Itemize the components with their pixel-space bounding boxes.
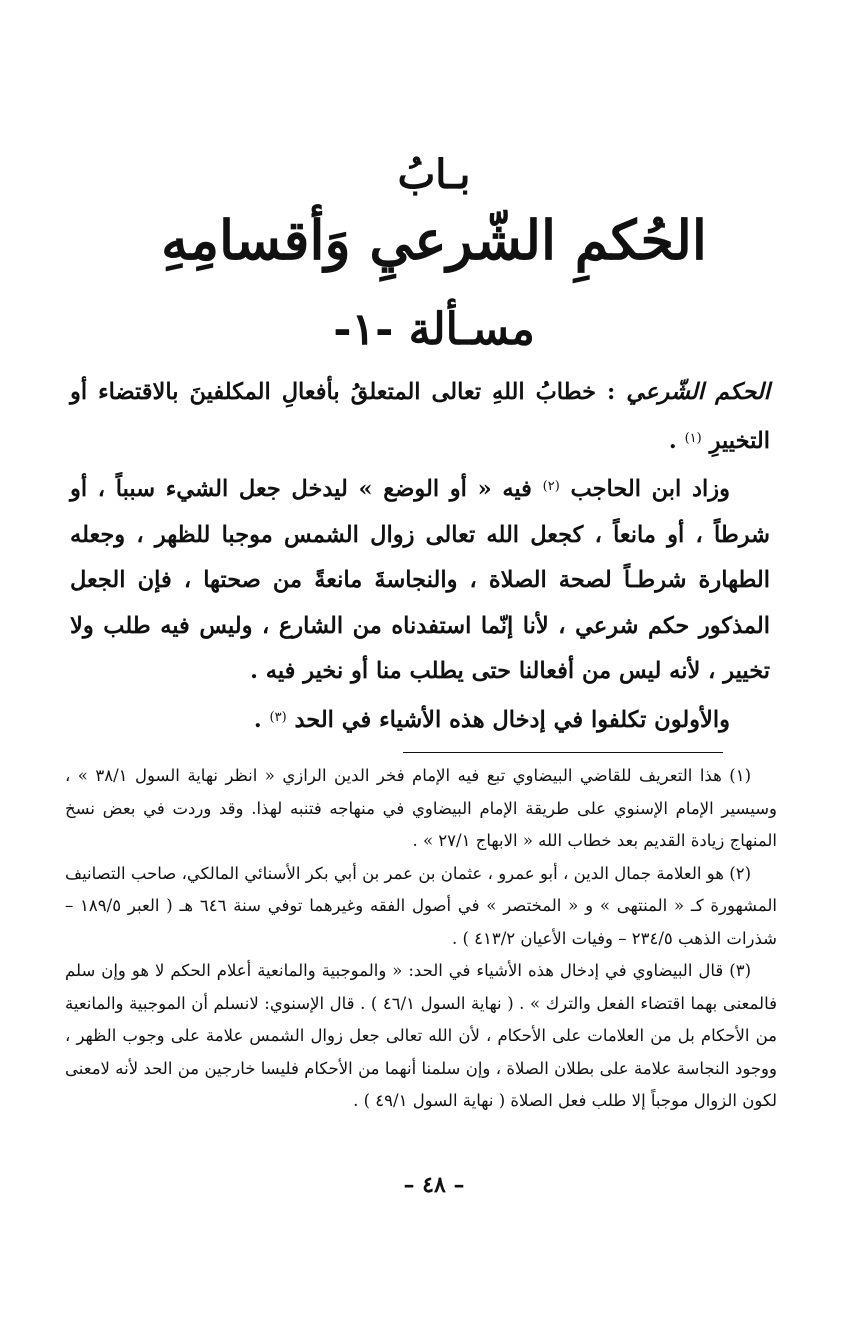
- footnotes: [65, 760, 777, 1118]
- footnote-ref-3: (٣): [269, 709, 287, 725]
- chapter-label: بـابُ: [397, 151, 471, 198]
- footnote-ref-1: (١): [684, 430, 702, 446]
- paragraph-ibn-hajib: [70, 464, 770, 695]
- definition-end: .: [668, 427, 677, 454]
- footnote-separator: [403, 752, 723, 753]
- awwalun-end: .: [253, 706, 262, 733]
- awwalun-text: والأولون تكلفوا في إدخال هذه الأشياء في الحد: [294, 706, 730, 733]
- ibn-hajib-text: فيه « أو الوضع » ليدخل جعل الشيء سبباً ، أو شرطاً ، أو مانعاً ، كجعل الله تعالى زوال الشمس موجبا للظهر ، وجعله الطهارة شرطـاً لصحة الصلاة ، والنجاسةَ مانعةً من صحتها ، فإن الجعل المذكور حكم شرعي ، لأنا إنّما استفدناه من الشارع ، وليس فيه طلب ولا تخيير ، لأنه ليس من أفعالنا حتى يطلب منا أو نخير فيه .: [70, 476, 770, 684]
- footnote-3: (٣) قال البيضاوي في إدخال هذه الأشياء في الحد: « والموجبية والمانعية أعلام الحكم لا هو وإن سلم فالمعنى بهما اقتضاء الفعل والترك » . ( نهاية السول ٤٦/١ ) . قال الإسنوي: لانسلم أن الموجبية والمانعية من الأحكام بل من العلامات على الأحكام ، لأن الله تعالى جعل زوال الشمس علامة على وجوب الظهر ، ووجود النجاسة علامة على بطلان الصلاة ، وإن سلمنا أنهما من الأحكام فليسا خارجين من الحد لأنه لامعنى لكون الزوال موجباً إلا طلب فعل الصلاة ( نهاية السول ٤٩/١ ) .: [65, 961, 777, 1110]
- defined-term: الحكم الشّرعي: [626, 379, 770, 405]
- paragraph-definition: [70, 370, 770, 464]
- footnote-1: (١) هذا التعريف للقاضي البيضاوي تبع فيه الإمام فخر الدين الرازي « انظر نهاية السول ٣٨/١ » ، وسيسير الإمام الإسنوي على طريقة الإمام البيضاوي في منهاجه فتنبه لهذا. وقد وردت في بعض نسخ المنهاج زيادة القديم بعد خطاب الله « الابهاج ٢٧/١ » .: [65, 766, 777, 850]
- chapter-title: الحُكمِ الشّرعيِ وَأقسامِهِ: [161, 208, 707, 272]
- footnote-ref-2: (٢): [542, 479, 560, 494]
- section-title: مسـألة -١-: [333, 304, 535, 355]
- paragraph-awwalun: [70, 695, 770, 744]
- page-number: – ٤٨ –: [403, 1172, 465, 1198]
- main-text: [70, 370, 770, 743]
- footnote-2: (٢) هو العلامة جمال الدين ، أبو عمرو ، عثمان بن عمر بن أبي بكر الأسنائي المالكي، صاحب التصانيف المشهورة كـ « المنتهى » و « المختصر » في أصول الفقه وغيرهما توفي سنة ٦٤٦ هـ ( العبر ١٨٩/٥ – شذرات الذهب ٢٣٤/٥ – وفيات الأعيان ٤١٣/٢ ) .: [65, 863, 777, 948]
- definition-text: : خطابُ اللهِ تعالى المتعلقُ بأفعالِ المكلفينَ بالاقتضاء أو التخييرِ: [70, 379, 770, 454]
- ibn-hajib-intro: وزاد ابن الحاجب: [570, 476, 730, 502]
